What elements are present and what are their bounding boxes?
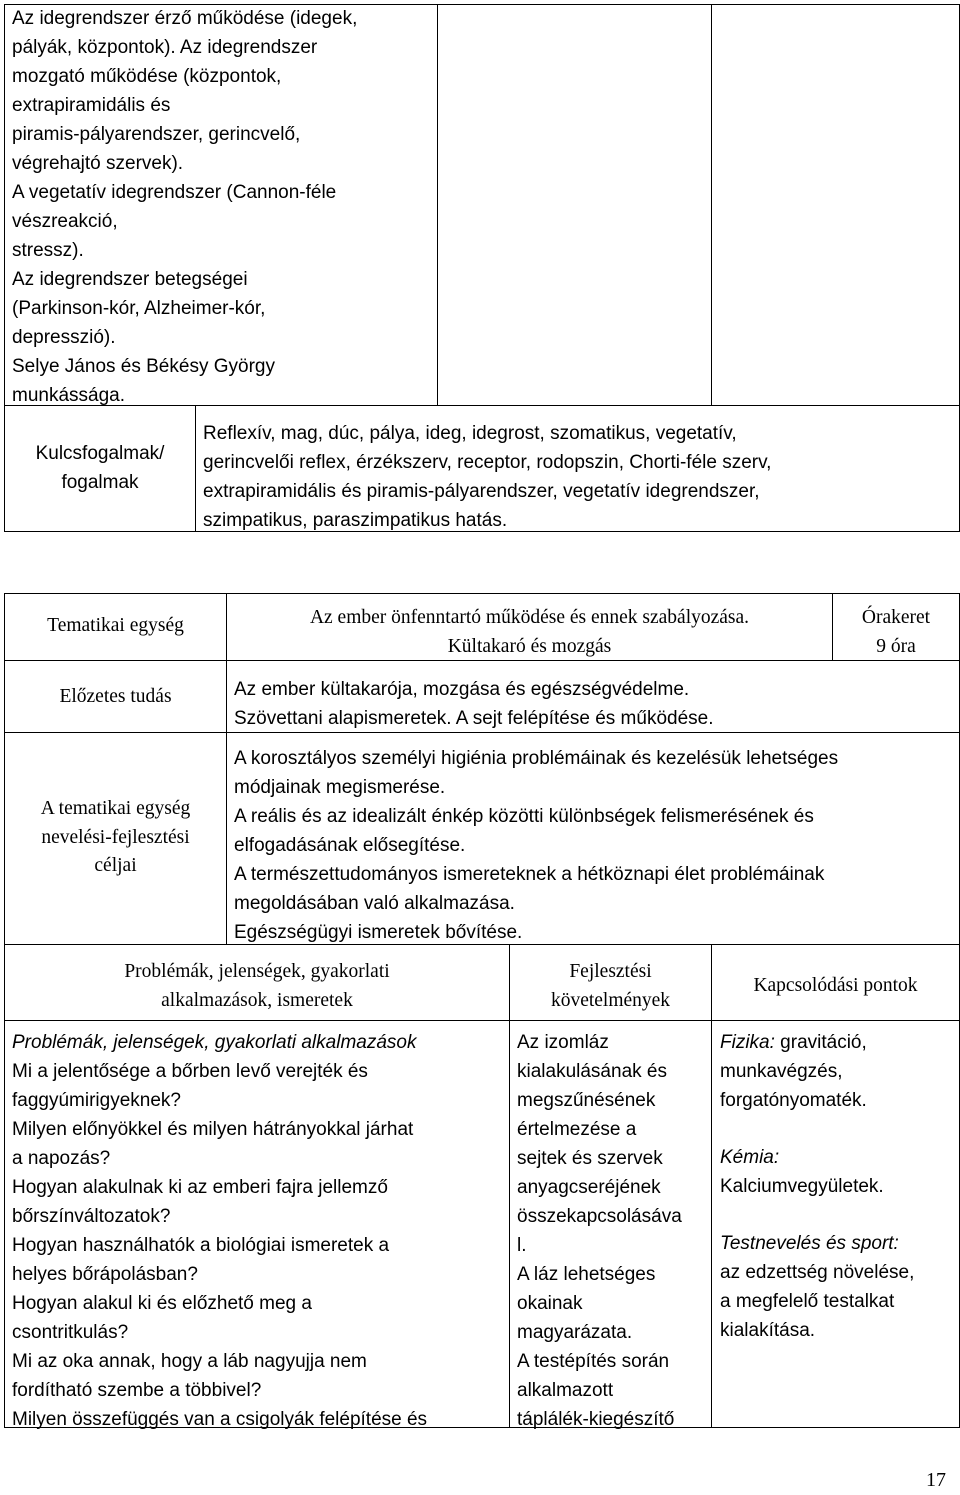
hours-label: Órakeret bbox=[861, 607, 931, 628]
keywords-line: Reflexív, mag, dúc, pálya, ideg, idegrost, szomatikus, vegetatív, bbox=[203, 423, 737, 444]
left-cell-line: A vegetatív idegrendszer (Cannon-féle bbox=[12, 182, 337, 203]
goals-label-line: céljai bbox=[94, 855, 137, 877]
chemistry-text: Kalciumvegyületek. bbox=[720, 1176, 884, 1197]
problems-line: Hogyan alakul ki és előzhető meg a bbox=[12, 1293, 312, 1314]
goals-line: elfogadásának elősegítése. bbox=[234, 835, 466, 856]
thematic-unit-label-text: Tematikai egység bbox=[47, 615, 184, 636]
left-cell-line: mozgató működése (központok, bbox=[12, 66, 282, 87]
keywords-label bbox=[4, 439, 196, 497]
pe-text: a megfelelő testalkat bbox=[720, 1291, 895, 1312]
goals-text bbox=[234, 744, 838, 947]
goals-line: Egészségügyi ismeretek bővítése. bbox=[234, 922, 523, 943]
goals-line: A korosztályos személyi higiénia problémáinak és kezelésük lehetséges bbox=[234, 748, 839, 769]
pe-text: kialakítása. bbox=[720, 1320, 816, 1341]
page-number: 17 bbox=[926, 1469, 946, 1491]
left-cell-line: munkássága. bbox=[12, 385, 126, 406]
physics-text: munkavégzés, bbox=[720, 1061, 843, 1082]
thematic-unit-title-line: Kültakaró és mozgás bbox=[447, 635, 612, 657]
thematic-unit-title bbox=[226, 604, 833, 661]
problems-line: Hogyan alakulnak ki az emberi fajra jellemző bbox=[12, 1177, 388, 1198]
hours-value: 9 óra bbox=[876, 635, 916, 657]
problems-heading: Problémák, jelenségek, gyakorlati alkalmazások bbox=[12, 1032, 417, 1053]
goals-label bbox=[4, 795, 227, 881]
left-cell-line: extrapiramidális és bbox=[12, 95, 171, 116]
requirements-line: értelmezése a bbox=[517, 1119, 637, 1140]
problems-header-line: Problémák, jelenségek, gyakorlati bbox=[124, 961, 390, 982]
connections-header-text: Kapcsolódási pontok bbox=[753, 975, 918, 996]
thematic-unit-label bbox=[4, 612, 227, 641]
keywords-line: szimpatikus, paraszimpatikus hatás. bbox=[203, 510, 508, 531]
problems-line: Milyen összefüggés van a csigolyák felépítése és bbox=[12, 1409, 428, 1430]
physics-text: forgatónyomaték. bbox=[720, 1090, 867, 1111]
problems-text bbox=[12, 1028, 427, 1434]
keywords-label-line: Kulcsfogalmak/ bbox=[35, 443, 165, 464]
pe-label: Testnevelés és sport: bbox=[720, 1233, 899, 1254]
prior-knowledge-label-text: Előzetes tudás bbox=[59, 686, 172, 707]
left-cell-line: piramis-pályarendszer, gerincvelő, bbox=[12, 124, 301, 145]
requirements-line: táplálék-kiegészítő bbox=[517, 1409, 675, 1430]
requirements-line: Az izomláz bbox=[517, 1032, 609, 1053]
goals-label-line: A tematikai egység bbox=[40, 798, 191, 819]
problems-line: fordítható szembe a többivel? bbox=[12, 1380, 262, 1401]
requirements-line: okainak bbox=[517, 1293, 583, 1314]
problems-header bbox=[4, 958, 510, 1015]
top-table-middle-cell bbox=[437, 4, 712, 406]
requirements-line: magyarázata. bbox=[517, 1322, 633, 1343]
left-cell-line: Az idegrendszer betegségei bbox=[12, 269, 248, 290]
requirements-line: alkalmazott bbox=[517, 1380, 614, 1401]
goals-line: A reális és az idealizált énkép közötti különbségek felismerésének és bbox=[234, 806, 814, 827]
problems-header-line: alkalmazások, ismeretek bbox=[161, 989, 353, 1011]
connections-text bbox=[720, 1028, 914, 1345]
goals-line: módjainak megismerése. bbox=[234, 777, 446, 798]
pe-text: az edzettség növelése, bbox=[720, 1262, 915, 1283]
left-cell-line: pályák, központok). Az idegrendszer bbox=[12, 37, 318, 58]
problems-line: Milyen előnyökkel és milyen hátrányokkal járhat bbox=[12, 1119, 414, 1140]
thematic-unit-title-line: Az ember önfenntartó működése és ennek szabályozása. bbox=[309, 607, 750, 628]
requirements-header-line: követelmények bbox=[550, 989, 671, 1011]
goals-line: megoldásában való alkalmazása. bbox=[234, 893, 515, 914]
left-cell-text bbox=[12, 4, 357, 410]
connections-header bbox=[711, 972, 960, 1001]
requirements-line: A testépítés során bbox=[517, 1351, 670, 1372]
problems-line: csontritkulás? bbox=[12, 1322, 129, 1343]
prior-knowledge-line: Az ember kültakarója, mozgása és egészségvédelme. bbox=[234, 679, 690, 700]
requirements-line: összekapcsolásáva bbox=[517, 1206, 682, 1227]
left-cell-line: vészreakció, bbox=[12, 211, 118, 232]
requirements-header-line: Fejlesztési bbox=[569, 961, 652, 982]
requirements-line: A láz lehetséges bbox=[517, 1264, 656, 1285]
prior-knowledge-text bbox=[234, 675, 714, 733]
keywords-text bbox=[203, 419, 771, 535]
physics-text: gravitáció, bbox=[774, 1032, 867, 1053]
problems-line: Mi az oka annak, hogy a láb nagyujja nem bbox=[12, 1351, 367, 1372]
physics-label: Fizika: bbox=[720, 1032, 775, 1053]
top-table-right-cell bbox=[711, 4, 960, 406]
keywords-line: gerincvelői reflex, érzékszerv, receptor, rodopszin, Chorti-féle szerv, bbox=[203, 452, 772, 473]
keywords-line: extrapiramidális és piramis-pályarendszer, vegetatív idegrendszer, bbox=[203, 481, 760, 502]
requirements-line: anyagcseréjének bbox=[517, 1177, 661, 1198]
left-cell-line: végrehajtó szervek). bbox=[12, 153, 184, 174]
requirements-header bbox=[509, 958, 712, 1015]
left-cell-line: Selye János és Békésy György bbox=[12, 356, 275, 377]
goals-line: A természettudományos ismereteknek a hétköznapi élet problémáinak bbox=[234, 864, 825, 885]
problems-line: Mi a jelentősége a bőrben levő verejték és bbox=[12, 1061, 368, 1082]
left-cell-line: (Parkinson-kór, Alzheimer-kór, bbox=[12, 298, 266, 319]
left-cell-line: Az idegrendszer érző működése (idegek, bbox=[12, 8, 358, 29]
goals-label-line: nevelési-fejlesztési bbox=[41, 826, 190, 848]
keywords-label-line: fogalmak bbox=[61, 472, 139, 493]
chemistry-label: Kémia: bbox=[720, 1147, 780, 1168]
problems-line: helyes bőrápolásban? bbox=[12, 1264, 198, 1285]
left-cell-line: stressz). bbox=[12, 240, 84, 261]
left-cell-line: depresszió). bbox=[12, 327, 116, 348]
requirements-line: sejtek és szervek bbox=[517, 1148, 663, 1169]
problems-line: bőrszínváltozatok? bbox=[12, 1206, 171, 1227]
requirements-line: kialakulásának és bbox=[517, 1061, 667, 1082]
prior-knowledge-label bbox=[4, 683, 227, 712]
problems-line: faggyúmirigyeknek? bbox=[12, 1090, 181, 1111]
requirements-text bbox=[517, 1028, 682, 1434]
requirements-line: megszűnésének bbox=[517, 1090, 656, 1111]
requirements-line: l. bbox=[517, 1235, 527, 1256]
problems-line: Hogyan használhatók a biológiai ismeretek a bbox=[12, 1235, 390, 1256]
prior-knowledge-line: Szövettani alapismeretek. A sejt felépítése és működése. bbox=[234, 708, 714, 729]
hours bbox=[832, 604, 960, 661]
problems-line: a napozás? bbox=[12, 1148, 111, 1169]
